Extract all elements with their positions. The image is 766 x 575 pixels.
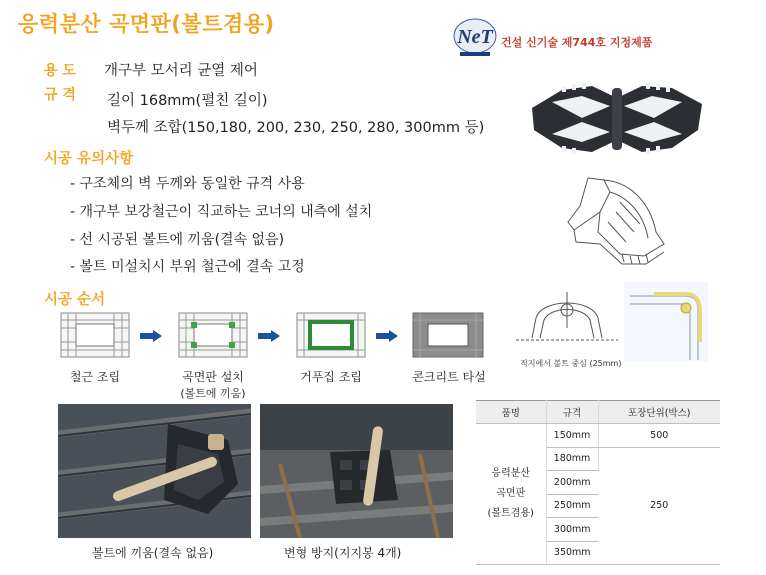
table-header-row: [476, 401, 720, 424]
step-rebar-image: [60, 312, 130, 358]
photo-bolt-insert: [58, 404, 251, 538]
unit-cell: 250: [598, 447, 720, 565]
spec-table: [476, 400, 720, 565]
arrow-icon: [376, 330, 398, 342]
spec-length: 길이 168mm(펼친 길이): [107, 93, 268, 109]
caution-item: - 구조체의 벽 두께와 동일한 규격 사용: [70, 176, 305, 192]
size-cell: 350mm: [546, 541, 598, 565]
step-label: 철근 조립: [69, 370, 121, 384]
product-plate-image: [522, 68, 712, 168]
caution-item: - 볼트 미설치시 부위 철근에 결속 고정: [70, 259, 305, 275]
table-row: [476, 424, 720, 448]
plate-line-drawing: [560, 172, 680, 272]
size-cell: 200mm: [546, 471, 598, 495]
step-formwork-image: [296, 312, 366, 358]
product-name-line: 응력분산: [491, 468, 531, 479]
caution-item: - 선 시공된 볼트에 끼움(결속 없음): [70, 232, 285, 248]
step-plate-install-image: [178, 312, 248, 358]
step-label: 곡면판 설치: [182, 370, 244, 384]
diagram-caption: 직지에서 볼트 중심 (25mm): [520, 359, 622, 368]
sequence-heading: 시공 순서: [44, 292, 106, 308]
header-size: 규격: [546, 401, 598, 424]
photo-caption: 변형 방지(지지봉 4개): [284, 546, 402, 560]
step-concrete-image: [412, 312, 484, 358]
header-box-unit: 포장단위(박스): [598, 401, 720, 424]
spec-label: 규 격: [44, 87, 76, 103]
product-name-line: 곡면판: [496, 488, 526, 499]
step-sublabel: (볼트에 끼움): [180, 387, 246, 400]
page-title: 응력분산 곡면판(볼트겸용): [18, 12, 275, 36]
size-cell: 250mm: [546, 494, 598, 518]
bolt-center-diagram: [512, 288, 622, 346]
caution-item: - 개구부 보강철근이 직교하는 코너의 내측에 설치: [70, 204, 373, 220]
size-cell: 180mm: [546, 447, 598, 471]
photo-deformation-prevention: [260, 404, 453, 538]
product-name-cell: [476, 424, 546, 565]
usage-value: 개구부 모서리 균열 제어: [104, 63, 258, 79]
net-logo: [452, 16, 498, 60]
size-cell: 150mm: [546, 424, 598, 448]
step-label: 콘크리트 타설: [412, 370, 486, 384]
size-cell: 300mm: [546, 518, 598, 542]
unit-cell: 500: [598, 424, 720, 448]
spec-wall-thickness: 벽두께 조합(150,180, 200, 230, 250, 280, 300mm 등): [107, 120, 485, 136]
usage-label: 용 도: [44, 63, 76, 79]
certification-text: 건설 신기술 제744호 지정제품: [501, 36, 653, 49]
product-name-line: (볼트겸용): [487, 508, 534, 519]
arrow-icon: [258, 330, 280, 342]
corner-diagram: [624, 282, 708, 362]
photo-caption: 볼트에 끼움(결속 없음): [92, 546, 214, 560]
svg-text:NeT: NeT: [457, 26, 493, 48]
arrow-icon: [140, 330, 162, 342]
cautions-heading: 시공 유의사항: [44, 151, 134, 167]
step-label: 거푸집 조립: [300, 370, 362, 384]
header-product: 품명: [476, 401, 546, 424]
